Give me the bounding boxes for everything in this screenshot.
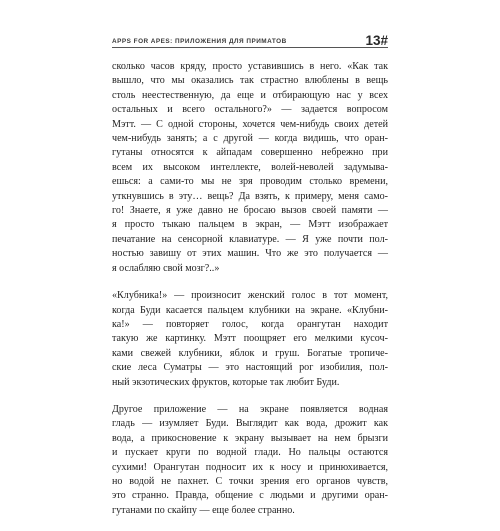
- body-text: [112, 60, 388, 531]
- text-line: я просто тыкаю пальцем в экран, — Мэтт изображает: [112, 219, 388, 231]
- text-line: остальных и всего остального?» — задается вопросом: [112, 104, 388, 116]
- text-line: но водой не пахнет. С точки зрения его органов чувств,: [112, 475, 388, 487]
- text-line: чем-нибудь занять; а с другой — когда видишь, что оран-: [112, 133, 388, 145]
- paragraph-1: [112, 60, 388, 276]
- text-line: Мэтт. — С одной стороны, хочется чем-нибудь своих детей: [112, 118, 388, 130]
- text-line: го! Знаете, я уже давно не бросаю вызов своей памяти —: [112, 205, 388, 217]
- text-line: сколько часов кряду, просто уставившись в него. «Как так: [112, 61, 388, 72]
- text-line: уткнувшись в эту… вещь? Да взять, к примеру, меня само-: [112, 190, 388, 202]
- text-line: ские леса Суматры — это настоящий рог изобилия, пол-: [112, 362, 388, 374]
- text-line: сухими! Орангутан подносит их к носу и принюхивается,: [112, 461, 388, 473]
- text-line: всем их высоком интеллекте, волей-неволей задумыва-: [112, 161, 388, 173]
- text-line: гутанами по скайпу — еще более странно.: [112, 504, 295, 516]
- text-line: ка!» — повторяет голос, когда орангутан находит: [112, 318, 388, 330]
- text-line: когда Буди касается пальцем клубники на экране. «Клубни-: [112, 304, 388, 316]
- text-line: гутаны относятся к айпадам совершенно небрежно при: [112, 147, 388, 159]
- text-line: гладь — изумляет Буди. Выглядит как вода, дрожит как: [112, 418, 388, 430]
- running-title: APPS FOR APES: ПРИЛОЖЕНИЯ ДЛЯ ПРИМАТОВ: [112, 38, 287, 45]
- page-number: 13#: [365, 32, 388, 48]
- header-rule: [112, 47, 388, 48]
- text-line: я ослабляю свой мозг?..»: [112, 262, 220, 274]
- text-line: ностью завишу от этих машин. Что же это получается —: [112, 248, 388, 260]
- text-line: вода, а прикосновение к экрану вызывает на нем брызги: [112, 432, 388, 444]
- text-line: ный экзотических фруктов, которые так любит Буди.: [112, 376, 340, 388]
- text-line: и пускает круги по водной глади. Но пальцы остаются: [112, 447, 388, 459]
- text-line: столь неестественную, да еще и отбирающую нас у всех: [112, 89, 388, 101]
- text-line: вышло, что мы оказались так страстно влюблены в вещь: [112, 75, 388, 87]
- text-line: это странно. Правда, общение с людьми и другими оран-: [112, 490, 388, 502]
- running-head: [112, 28, 388, 48]
- text-line: ками свежей клубники, яблок и груш. Богатые тропиче-: [112, 347, 388, 359]
- text-line: Другое приложение — на экране появляется водная: [112, 403, 388, 415]
- text-line: ешься: а сами-то мы не зря проводим столько времени,: [112, 176, 388, 188]
- text-line: «Клубника!» — произносит женский голос в тот момент,: [112, 290, 388, 302]
- paragraph-3: [112, 403, 388, 518]
- text-line: печатание на сенсорной клавиатуре. — Я уже почти пол-: [112, 233, 388, 245]
- paragraph-2: [112, 289, 388, 390]
- text-line: такую же картинку. Мэтт поощряет его мелкими кусоч-: [112, 333, 388, 345]
